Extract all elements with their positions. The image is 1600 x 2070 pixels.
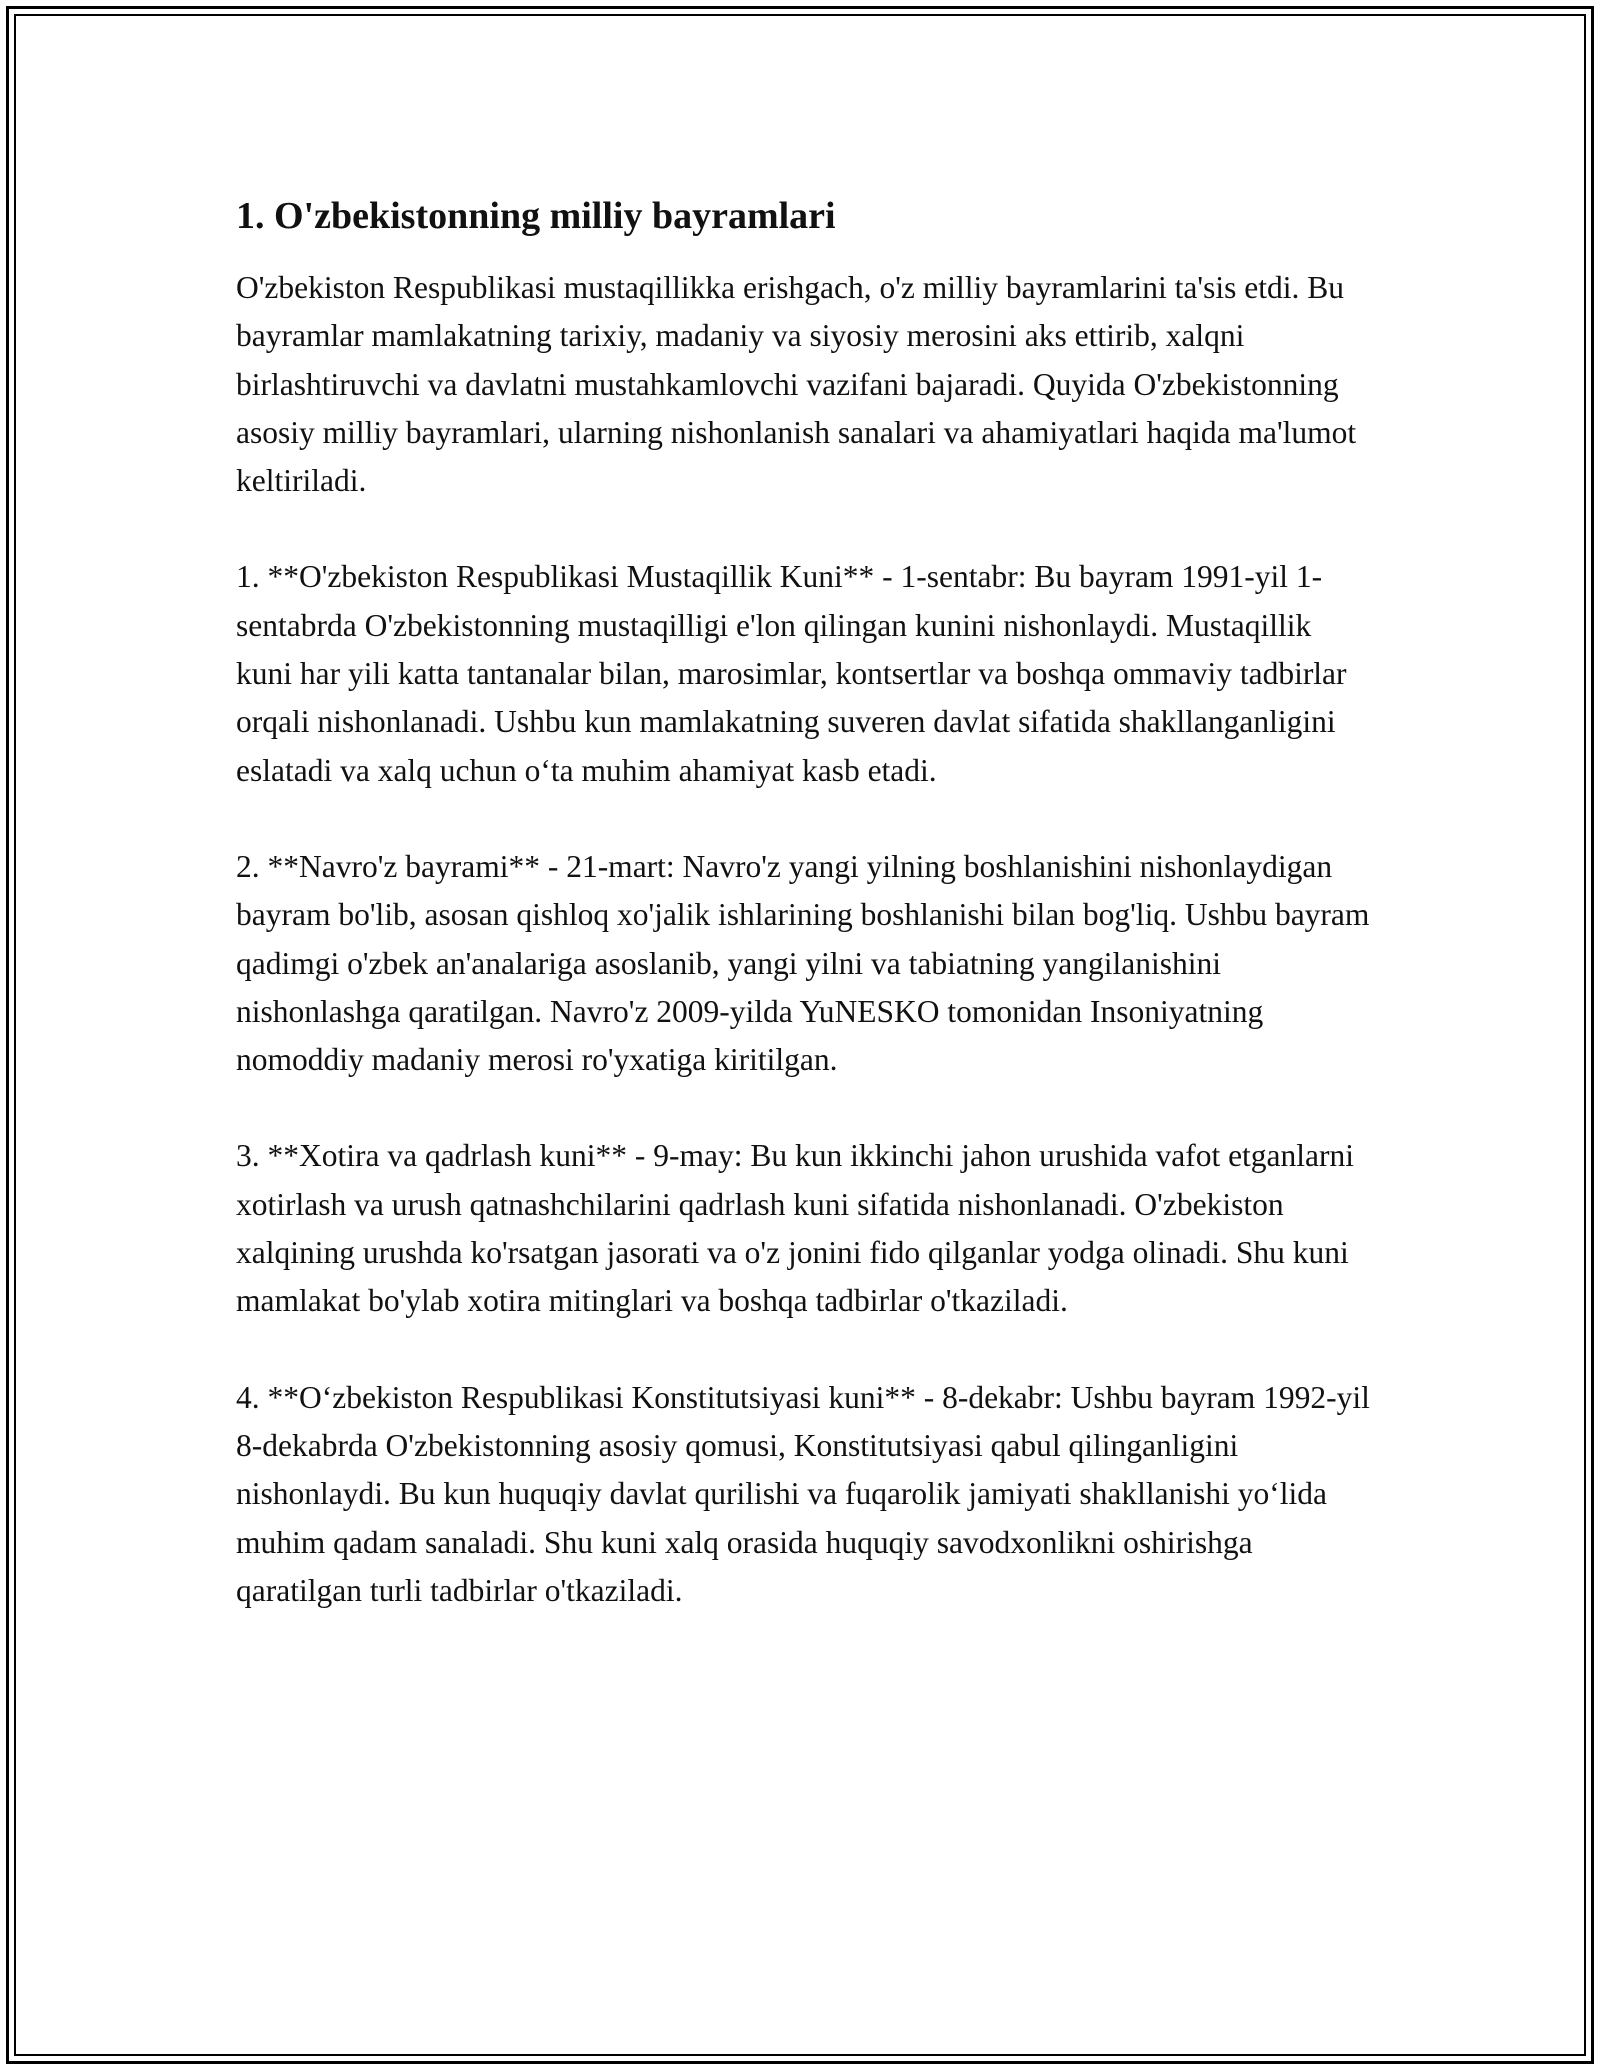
intro-paragraph: O'zbekiston Respublikasi mustaqillikka erishgach, o'z milliy bayramlarini ta'sis etdi. Bu bayramlar mamlakatning tarixiy, madaniy va siyosiy merosini aks ettirib, xalqni birlashtiruvchi va davlatni mustahkamlovchi vazifani bajaradi. Quyida O'zbekistonning asosiy milliy bayramlari, ularning nishonlanish sanalari va ahamiyatlari haqida ma'lumot keltiriladi. <box>236 270 1357 499</box>
document-title: 1. O'zbekistonning milliy bayramlari <box>236 195 836 237</box>
document-body <box>236 186 1371 1663</box>
holiday-constitution-day-paragraph: 4. **Oʻzbekiston Respublikasi Konstitutsiyasi kuni** - 8-dekabr: Ushbu bayram 1992-yil 8-dekabrda O'zbekistonning asosiy qomusi, Konstitutsiyasi qabul qilinganligini nishonlaydi. Bu kun huquqiy davlat qurilishi va fuqarolik jamiyati shakllanishi yoʻlida muhim qadam sanaladi. Shu kuni xalq orasida huquqiy savodxonlikni oshirishga qaratilgan turli tadbirlar o'tkaziladi. <box>236 1379 1370 1608</box>
holiday-independence-day-paragraph: 1. **O'zbekiston Respublikasi Mustaqillik Kuni** - 1-sentabr: Bu bayram 1991-yil 1-sentabrda O'zbekistonning mustaqilligi e'lon qilingan kunini nishonlaydi. Mustaqillik kuni har yili katta tantanalar bilan, marosimlar, kontsertlar va boshqa ommaviy tadbirlar orqali nishonlanadi. Ushbu kun mamlakatning suveren davlat sifatida shakllanganligini eslatadi va xalq uchun oʻta muhim ahamiyat kasb etadi. <box>236 559 1347 788</box>
holiday-remembrance-day-paragraph: 3. **Xotira va qadrlash kuni** - 9-may: Bu kun ikkinchi jahon urushida vafot etganlarni xotirlash va urush qatnashchilarini qadrlash kuni sifatida nishonlanadi. O'zbekiston xalqining urushda ko'rsatgan jasorati va o'z jonini fido qilganlar yodga olinadi. Shu kuni mamlakat bo'ylab xotira mitinglari va boshqa tadbirlar o'tkaziladi. <box>236 1138 1355 1319</box>
holiday-navruz-paragraph: 2. **Navro'z bayrami** - 21-mart: Navro'z yangi yilning boshlanishini nishonlaydigan bayram bo'lib, asosan qishloq xo'jalik ishlarining boshlanishi bilan bog'liq. Ushbu bayram qadimgi o'zbek an'analariga asoslanib, yangi yilni va tabiatning yangilanishini nishonlashga qaratilgan. Navro'z 2009-yilda YuNESKO tomonidan Insoniyatning nomoddiy madaniy merosi ro'yxatiga kiritilgan. <box>236 848 1370 1078</box>
